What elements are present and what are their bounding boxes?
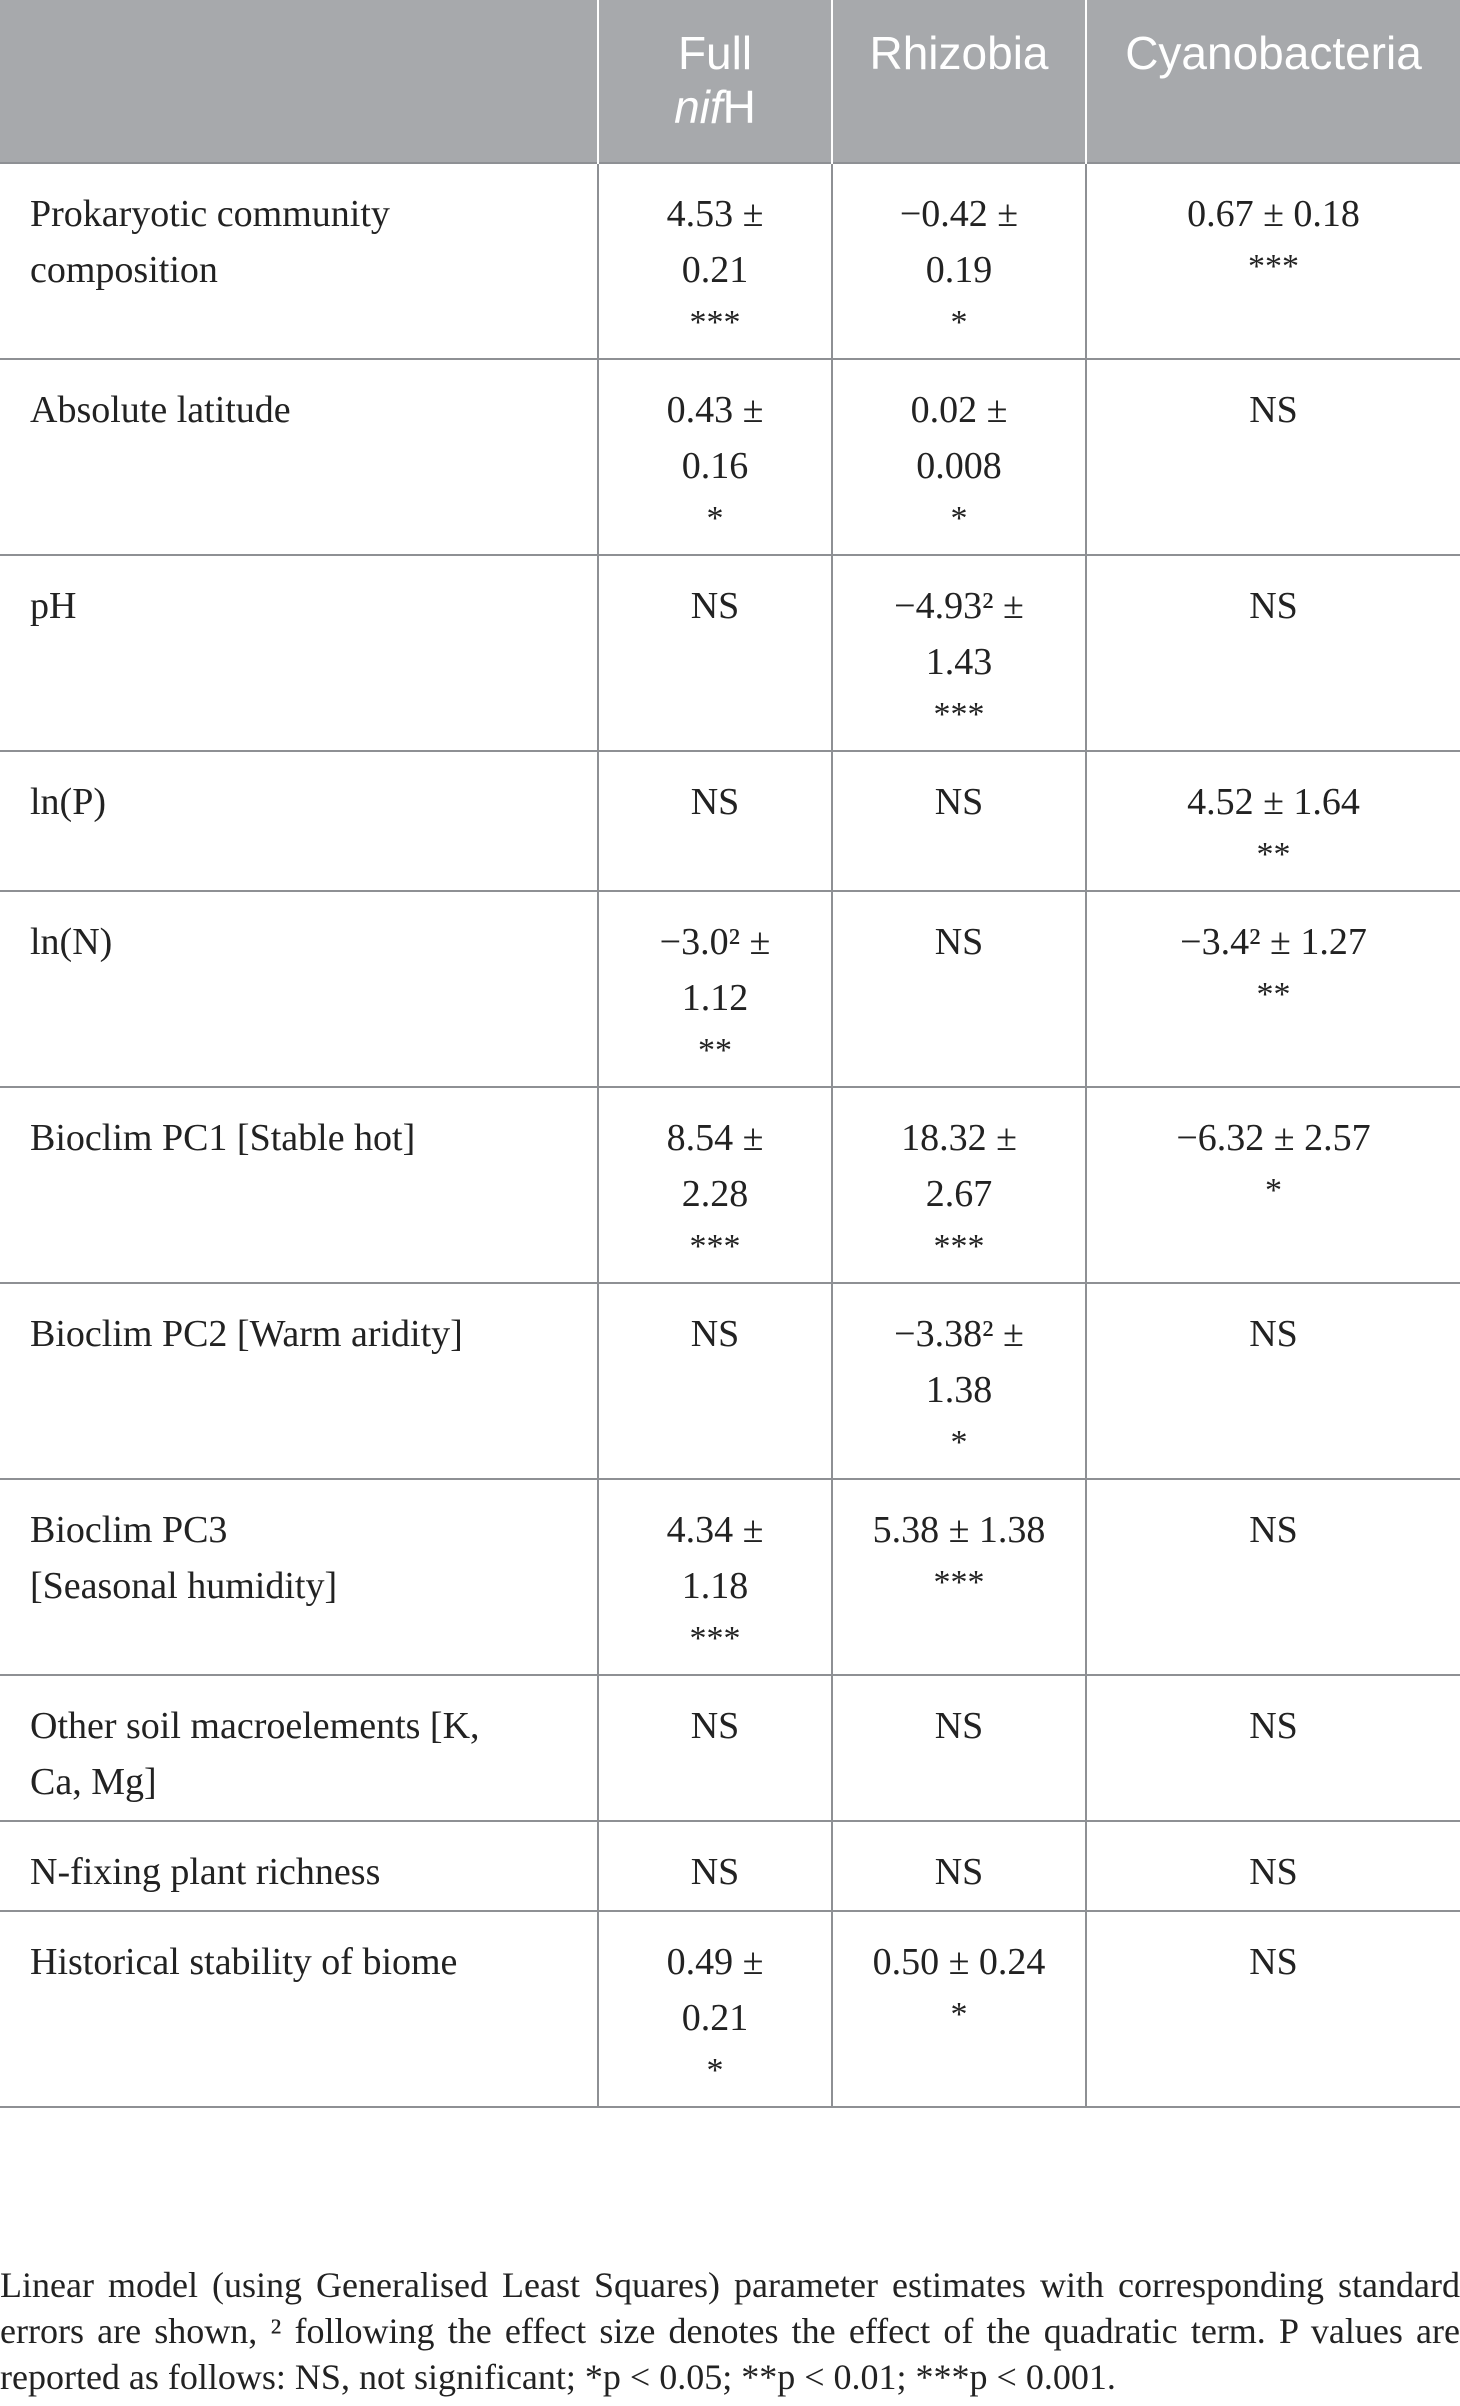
cell-value-line1: −0.42 ± <box>899 193 1019 235</box>
significance-stars: ** <box>1256 836 1291 873</box>
cell-value-line1: 4.34 ± <box>666 1509 764 1551</box>
cell-value-line2: 1.12 <box>681 977 749 1019</box>
cell-rhizobia <box>832 1479 1086 1675</box>
header-full-nifh <box>598 0 832 163</box>
cell-rhizobia <box>832 1821 1086 1911</box>
row-label-line1: Prokaryotic community <box>30 193 390 235</box>
cell-value-line1: NS <box>934 1851 984 1893</box>
significance-stars: * <box>950 500 968 537</box>
cell-rhizobia <box>832 751 1086 891</box>
significance-stars: ** <box>1256 976 1291 1013</box>
significance-stars: * <box>706 2052 724 2089</box>
cell-rhizobia <box>832 163 1086 359</box>
cell-cyanobacteria <box>1086 555 1460 751</box>
cell-value-line1: NS <box>1249 1313 1298 1355</box>
row-label <box>0 1911 598 2107</box>
cell-value-line1: NS <box>690 1705 740 1747</box>
table-row <box>0 1911 1460 2107</box>
cell-full-nifh <box>598 1675 832 1821</box>
cell-rhizobia <box>832 359 1086 555</box>
table-row <box>0 1479 1460 1675</box>
row-label <box>0 1821 598 1911</box>
cell-full-nifh <box>598 1911 832 2107</box>
cell-value-line1: NS <box>1249 1509 1298 1551</box>
cell-full-nifh <box>598 891 832 1087</box>
header-nif-rest: H <box>722 81 756 133</box>
cell-cyanobacteria <box>1086 1479 1460 1675</box>
cell-value-line1: 8.54 ± <box>666 1117 764 1159</box>
cell-value-line1: NS <box>1249 585 1298 627</box>
cell-rhizobia <box>832 1283 1086 1479</box>
cell-cyanobacteria <box>1086 1087 1460 1283</box>
row-label-line1: N-fixing plant richness <box>30 1851 381 1893</box>
significance-stars: * <box>1265 1172 1282 1209</box>
cell-rhizobia <box>832 891 1086 1087</box>
table-row <box>0 891 1460 1087</box>
cell-cyanobacteria <box>1086 1911 1460 2107</box>
table-row <box>0 1821 1460 1911</box>
cell-value-line2: 0.19 <box>925 249 993 291</box>
cell-value-line1: 0.02 ± <box>910 389 1008 431</box>
cell-value-line1: NS <box>934 921 984 963</box>
significance-stars: *** <box>933 1564 985 1601</box>
row-label <box>0 359 598 555</box>
cell-value-line2: 1.43 <box>925 641 993 683</box>
row-label <box>0 1283 598 1479</box>
cell-value-line1: NS <box>1249 389 1298 431</box>
row-label-line2: composition <box>30 249 218 291</box>
cell-full-nifh <box>598 359 832 555</box>
cell-value-line2: 0.16 <box>681 445 749 487</box>
cell-cyanobacteria <box>1086 1821 1460 1911</box>
header-rhizobia: Rhizobia <box>832 0 1086 163</box>
header-nif-italic: nif <box>674 81 723 133</box>
significance-stars: * <box>950 1996 968 2033</box>
cell-value-line1: 4.53 ± <box>666 193 764 235</box>
row-label-line1: Bioclim PC3 <box>30 1509 228 1551</box>
cell-value-line1: 0.50 ± 0.24 <box>872 1941 1046 1983</box>
cell-value-line1: NS <box>690 781 740 823</box>
row-label-line1: pH <box>30 585 77 627</box>
cell-full-nifh <box>598 163 832 359</box>
significance-stars: *** <box>933 1228 985 1265</box>
cell-full-nifh <box>598 751 832 891</box>
row-label-line2: [Seasonal humidity] <box>30 1565 338 1607</box>
row-label <box>0 751 598 891</box>
row-label-line1: Bioclim PC1 [Stable hot] <box>30 1117 416 1159</box>
cell-value-line1: 4.52 ± 1.64 <box>1187 781 1360 823</box>
table-row <box>0 163 1460 359</box>
header-cyanobacteria: Cyanobacteria <box>1086 0 1460 163</box>
row-label <box>0 1087 598 1283</box>
cell-full-nifh <box>598 555 832 751</box>
significance-stars: *** <box>689 1620 741 1657</box>
row-label <box>0 555 598 751</box>
row-label-line1: Absolute latitude <box>30 389 291 431</box>
cell-value-line2: 0.21 <box>681 249 749 291</box>
cell-value-line1: NS <box>934 781 984 823</box>
cell-value-line2: 2.28 <box>681 1173 749 1215</box>
cell-value-line1: NS <box>690 585 740 627</box>
header-row <box>0 0 1460 163</box>
cell-value-line1: NS <box>1249 1851 1298 1893</box>
row-label <box>0 1479 598 1675</box>
cell-cyanobacteria <box>1086 751 1460 891</box>
row-label <box>0 163 598 359</box>
cell-value-line1: −3.38² ± <box>894 1313 1024 1355</box>
significance-stars: ** <box>698 1032 732 1069</box>
table-row <box>0 751 1460 891</box>
row-label <box>0 891 598 1087</box>
cell-value-line1: −4.93² ± <box>894 585 1024 627</box>
cell-value-line1: 5.38 ± 1.38 <box>872 1509 1046 1551</box>
cell-value-line2: 2.67 <box>925 1173 993 1215</box>
significance-stars: *** <box>1248 248 1299 285</box>
cell-full-nifh <box>598 1821 832 1911</box>
significance-stars: *** <box>689 1228 741 1265</box>
cell-value-line1: 0.43 ± <box>666 389 764 431</box>
significance-stars: * <box>706 500 724 537</box>
cell-rhizobia <box>832 1675 1086 1821</box>
cell-cyanobacteria <box>1086 1675 1460 1821</box>
cell-value-line1: NS <box>934 1705 984 1747</box>
row-label-line2: Ca, Mg] <box>30 1761 157 1803</box>
table-row <box>0 555 1460 751</box>
cell-value-line1: −3.4² ± 1.27 <box>1180 921 1367 963</box>
cell-value-line1: 18.32 ± <box>901 1117 1017 1159</box>
cell-value-line1: −3.0² ± <box>659 921 771 963</box>
row-label-line1: Historical stability of biome <box>30 1941 458 1983</box>
cell-value-line1: −6.32 ± 2.57 <box>1176 1117 1371 1159</box>
cell-cyanobacteria <box>1086 163 1460 359</box>
cell-value-line1: NS <box>690 1313 740 1355</box>
table-row <box>0 1675 1460 1821</box>
cell-cyanobacteria <box>1086 1283 1460 1479</box>
cell-full-nifh <box>598 1479 832 1675</box>
table-row <box>0 1283 1460 1479</box>
cell-value-line1: NS <box>690 1851 740 1893</box>
header-predictor <box>0 0 598 163</box>
cell-value-line1: NS <box>1249 1705 1298 1747</box>
cell-value-line2: 0.008 <box>916 445 1002 487</box>
cell-value-line1: 0.49 ± <box>666 1941 764 1983</box>
cell-full-nifh <box>598 1087 832 1283</box>
row-label-line1: ln(N) <box>30 921 113 963</box>
cell-value-line2: 1.18 <box>681 1565 749 1607</box>
row-label-line1: ln(P) <box>30 781 106 823</box>
row-label <box>0 1675 598 1821</box>
cell-value-line1: NS <box>1249 1941 1298 1983</box>
significance-stars: * <box>950 1424 968 1461</box>
table-row <box>0 1087 1460 1283</box>
cell-cyanobacteria <box>1086 359 1460 555</box>
table-footnote: Linear model (using Generalised Least Squares) parameter estimates with corresponding standard errors are shown, ² following the effect size denotes the effect of the quadratic term. P values are reported as follows: NS, not significant; *p < 0.05; **p < 0.01; ***p < 0.001. <box>0 2265 1460 2397</box>
cell-value-line1: 0.67 ± 0.18 <box>1187 193 1360 235</box>
cell-rhizobia <box>832 1911 1086 2107</box>
cell-rhizobia <box>832 1087 1086 1283</box>
significance-stars: *** <box>689 304 741 341</box>
cell-value-line2: 0.21 <box>681 1997 749 2039</box>
table-row <box>0 359 1460 555</box>
row-label-line1: Other soil macroelements [K, <box>30 1705 480 1747</box>
row-label-line1: Bioclim PC2 [Warm aridity] <box>30 1313 463 1355</box>
significance-stars: *** <box>933 696 985 733</box>
cell-full-nifh <box>598 1283 832 1479</box>
cell-rhizobia <box>832 555 1086 751</box>
significance-stars: * <box>950 304 968 341</box>
header-full-line1: Full <box>677 27 753 79</box>
cell-cyanobacteria <box>1086 891 1460 1087</box>
cell-value-line2: 1.38 <box>925 1369 993 1411</box>
